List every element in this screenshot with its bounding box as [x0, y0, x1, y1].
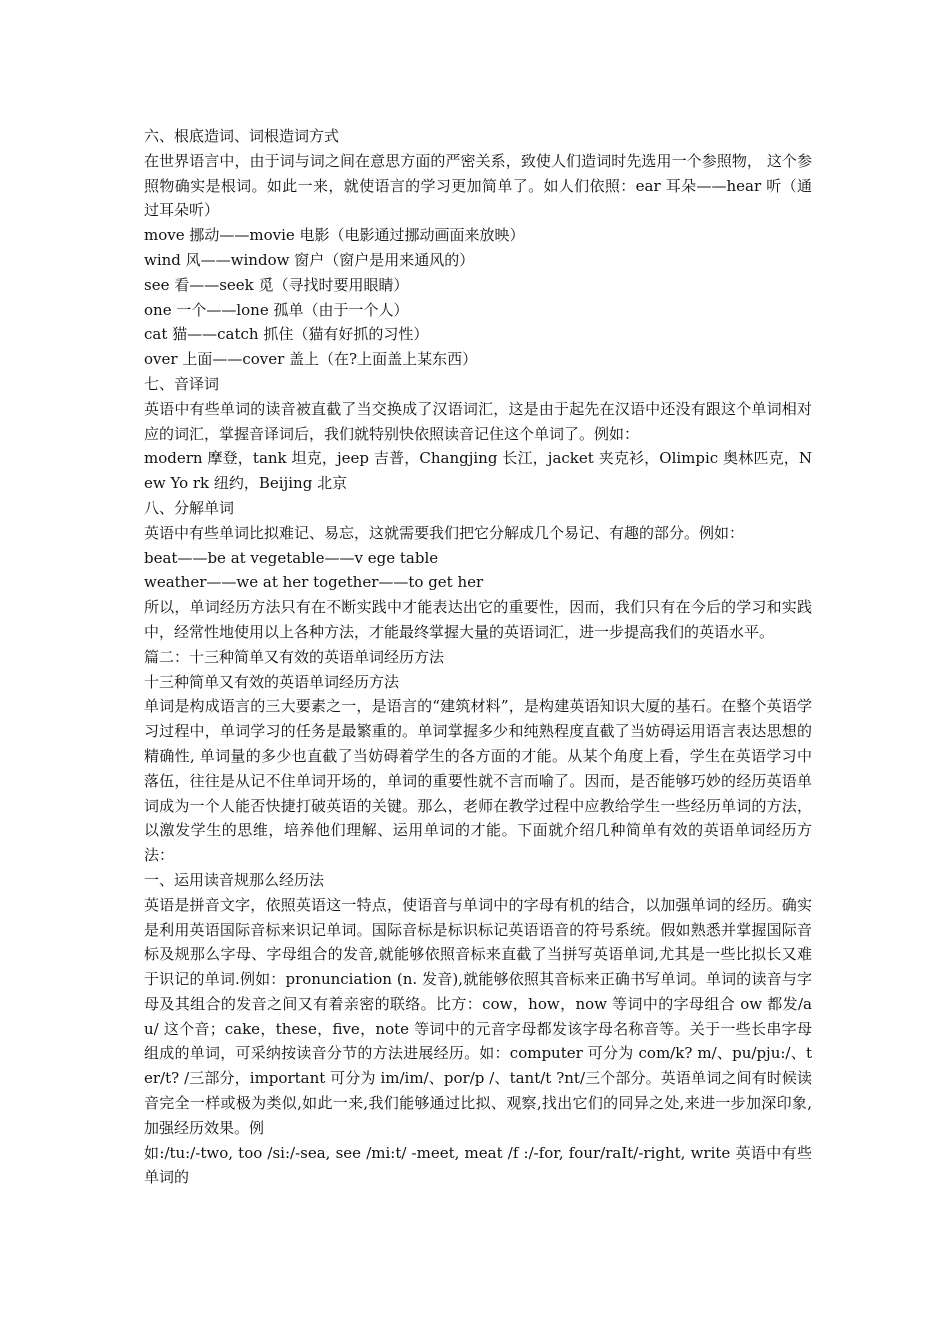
article-title: 篇二：十三种简单又有效的英语单词经历方法	[144, 647, 445, 666]
document-body	[144, 124, 812, 1190]
example-line: one 一个——lone 孤单（由于一个人）	[144, 300, 409, 319]
example-line: beat——be at vegetable——v ege table	[144, 548, 439, 567]
section-heading: 八、分解单词	[144, 498, 235, 517]
example-line: move 挪动——movie 电影（电影通过挪动画面来放映）	[144, 226, 525, 245]
example-line: weather——we at her together——to get her	[144, 573, 484, 592]
example-line: cat 猫——catch 抓住（猫有好抓的习性）	[144, 325, 429, 344]
example-line: wind 风——window 窗户（窗户是用来通风的）	[144, 250, 475, 269]
paragraph: 单词是构成语言的三大要素之一，是语言的“建筑材料”，是构建英语知识大厦的基石。在整个英语学习过程中，单词学习的任务是最繁重的。单词掌握多少和纯熟程度直截了当妨碍运用语言表达思想的精确性, 单词量的多少也直截了当妨碍着学生的各方面的才能。从某个角度上看，学生在英语学习中落伍，往往是从记不住单词开场的，单词的重要性就不言而喻了。因而，是否能够巧妙的经历英语单词成为一个人能否快捷打破英语的关键。那么，老师在教学过程中应教给学生一些经历单词的方法，以激发学生的思维，培养他们理解、运用单词的才能。下面就介绍几种简单有效的英语单词经历方法：	[144, 697, 812, 865]
example-line: see 看——seek 觅（寻找时要用眼睛）	[144, 275, 409, 294]
example-line: modern 摩登，tank 坦克，jeep 吉普，Changjing 长江，jacket 夹克衫，Olimpic 奥林匹克，New Yo rk 纽约，Beijing 北京	[144, 449, 812, 493]
paragraph: 英语是拼音文字，依照英语这一特点，使语音与单词中的字母有机的结合，以加强单词的经历。确实是利用英语国际音标来识记单词。国际音标是标识标记英语语音的符号系统。假如熟悉并掌握国际音标及规那么字母、字母组合的发音,就能够依照音标来直截了当拼写英语单词,尤其是一些比拟长又难于识记的单词.例如：pronunciation (n. 发音),就能够依照其音标来正确书写单词。单词的读音与字母及其组合的发音之间又有着亲密的联络。比方：cow，how，now 等词中的字母组合 ow 都发/au/ 这个音；cake，these，five，note 等词中的元音字母都发该字母名称音等。关于一些长串字母组成的单词，可采纳按读音分节的方法进展经历。如：computer 可分为 com/k? m/、pu/pju:/、ter/t? /三部分，important 可分为 im/im/、por/p /、tant/t ?nt/三个部分。英语单词之间有时候读音完全一样或极为类似,如此一来,我们能够通过比拟、观察,找出它们的同异之处,来进一步加深印象,加强经历效果。例	[144, 895, 812, 1137]
paragraph: 在世界语言中，由于词与词之间在意思方面的严密关系，致使人们造词时先选用一个参照物， 这个参照物确实是根词。如此一来，就使语言的学习更加简单了。如人们依照：ear 耳朵——hear 听（通过耳朵听）	[144, 151, 812, 220]
section-heading: 七、音译词	[144, 374, 220, 393]
paragraph: 如:/tu:/-two, too /si:/-sea, see /mi:t/ -meet, meat /f :/-for, four/raIt/-right, write 英语中有些单词的	[144, 1143, 812, 1187]
section-heading: 六、根底造词、词根造词方式	[144, 127, 340, 145]
section-heading: 一、运用读音规那么经历法	[144, 870, 325, 889]
paragraph: 英语中有些单词比拟难记、易忘，这就需要我们把它分解成几个易记、有趣的部分。例如：	[144, 523, 745, 542]
paragraph: 所以，单词经历方法只有在不断实践中才能表达出它的重要性，因而，我们只有在今后的学习和实践中，经常性地使用以上各种方法，才能最终掌握大量的英语词汇，进一步提高我们的英语水平。	[144, 598, 812, 641]
example-line: over 上面——cover 盖上（在?上面盖上某东西）	[144, 350, 478, 369]
paragraph: 英语中有些单词的读音被直截了当交换成了汉语词汇，这是由于起先在汉语中还没有跟这个单词相对应的词汇，掌握音译词后，我们就特别快依照读音记住这个单词了。例如：	[144, 399, 812, 443]
article-subtitle: 十三种简单又有效的英语单词经历方法	[144, 672, 400, 691]
